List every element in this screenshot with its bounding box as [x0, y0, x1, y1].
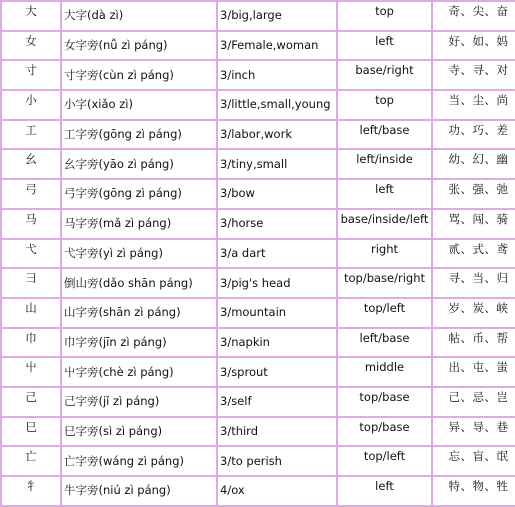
radical-name: 幺字旁(yāo zì páng) [62, 150, 218, 180]
radical-examples: 当、尘、尚 [433, 91, 515, 121]
radical-meaning: 3/a dart [218, 240, 338, 270]
radical-meaning: 3/inch [218, 61, 338, 91]
radical-meaning: 3/labor,work [218, 121, 338, 151]
radical-meaning: 3/pig's head [218, 269, 338, 299]
radical-examples: 出、屯、蚩 [433, 358, 515, 388]
radical-examples: 异、导、巷 [433, 418, 515, 448]
radical-position: base/right [338, 61, 433, 91]
table-row [0, 121, 515, 151]
radical-examples: 岁、炭、峡 [433, 299, 515, 329]
radical-position: left/base [338, 329, 433, 359]
table-row [0, 269, 515, 299]
radical-examples: 骂、闯、骑 [433, 210, 515, 240]
radical-position: middle [338, 358, 433, 388]
radical-position: top/left [338, 299, 433, 329]
radical-meaning: 3/self [218, 388, 338, 418]
table-row [0, 210, 515, 240]
table-row [0, 150, 515, 180]
radical-name: 大字(dà zì) [62, 0, 218, 32]
radical-char: 己 [0, 388, 62, 418]
radical-position: top [338, 0, 433, 32]
table-row [0, 477, 515, 507]
radical-meaning: 3/sprout [218, 358, 338, 388]
radical-examples: 贰、式、鸢 [433, 240, 515, 270]
radical-name: 亡字旁(wáng zì páng) [62, 447, 218, 477]
radical-position: left [338, 477, 433, 507]
radical-examples: 忘、盲、氓 [433, 447, 515, 477]
table-row [0, 240, 515, 270]
radical-position: left [338, 32, 433, 62]
radical-meaning: 3/mountain [218, 299, 338, 329]
radical-char: 弓 [0, 180, 62, 210]
radical-examples: 奇、尖、奋 [433, 0, 515, 32]
radical-name: 牛字旁(niú zì páng) [62, 477, 218, 507]
radical-char: 巳 [0, 418, 62, 448]
radical-name: 弓字旁(gōng zì páng) [62, 180, 218, 210]
radical-meaning: 3/napkin [218, 329, 338, 359]
table-row [0, 358, 515, 388]
radical-position: left [338, 180, 433, 210]
radical-examples: 好、如、妈 [433, 32, 515, 62]
radical-name: 弋字旁(yì zì páng) [62, 240, 218, 270]
radical-char: 幺 [0, 150, 62, 180]
radical-position: top [338, 91, 433, 121]
radical-meaning: 3/big,large [218, 0, 338, 32]
radical-position: right [338, 240, 433, 270]
table-row [0, 447, 515, 477]
radical-name: 工字旁(gōng zì páng) [62, 121, 218, 151]
table-row [0, 61, 515, 91]
radical-char: 大 [0, 0, 62, 32]
radical-meaning: 3/horse [218, 210, 338, 240]
radical-char: 弋 [0, 240, 62, 270]
radical-char: 巾 [0, 329, 62, 359]
radical-examples: 特、物、牲 [433, 477, 515, 507]
radical-name: 屮字旁(chè zì páng) [62, 358, 218, 388]
radical-char: 彐 [0, 269, 62, 299]
radical-examples: 帖、币、帮 [433, 329, 515, 359]
radical-position: top/left [338, 447, 433, 477]
table-row [0, 418, 515, 448]
radical-meaning: 3/to perish [218, 447, 338, 477]
radical-position: top/base [338, 418, 433, 448]
radical-position: top/base/right [338, 269, 433, 299]
radical-meaning: 3/third [218, 418, 338, 448]
radical-name: 倒山旁(dǎo shān páng) [62, 269, 218, 299]
radical-name: 女字旁(nǚ zì páng) [62, 32, 218, 62]
radical-examples: 寺、寻、对 [433, 61, 515, 91]
radical-char: 牜 [0, 477, 62, 507]
radical-meaning: 3/tiny,small [218, 150, 338, 180]
radical-char: 亡 [0, 447, 62, 477]
radical-examples: 寻、当、归 [433, 269, 515, 299]
table-row [0, 32, 515, 62]
radical-char: 女 [0, 32, 62, 62]
radical-name: 小字(xiǎo zì) [62, 91, 218, 121]
radical-char: 工 [0, 121, 62, 151]
radical-char: 小 [0, 91, 62, 121]
radical-name: 己字旁(jǐ zì páng) [62, 388, 218, 418]
radical-examples: 幼、幻、幽 [433, 150, 515, 180]
radical-meaning: 3/bow [218, 180, 338, 210]
radical-meaning: 4/ox [218, 477, 338, 507]
table-row [0, 0, 515, 32]
table-row [0, 299, 515, 329]
table-row [0, 329, 515, 359]
radical-meaning: 3/little,small,young [218, 91, 338, 121]
radical-char: 山 [0, 299, 62, 329]
radical-position: left/inside [338, 150, 433, 180]
radical-name: 寸字旁(cùn zì páng) [62, 61, 218, 91]
radical-name: 巾字旁(jīn zì páng) [62, 329, 218, 359]
radical-meaning: 3/Female,woman [218, 32, 338, 62]
radical-char: 屮 [0, 358, 62, 388]
radical-position: left/base [338, 121, 433, 151]
radical-name: 山字旁(shān zì páng) [62, 299, 218, 329]
radical-position: top/base [338, 388, 433, 418]
radical-name: 巳字旁(sì zì páng) [62, 418, 218, 448]
radical-examples: 己、忌、岂 [433, 388, 515, 418]
radical-char: 马 [0, 210, 62, 240]
radical-char: 寸 [0, 61, 62, 91]
radical-examples: 张、强、弛 [433, 180, 515, 210]
radical-name: 马字旁(mǎ zì páng) [62, 210, 218, 240]
table-row [0, 180, 515, 210]
table-row [0, 91, 515, 121]
table-row [0, 388, 515, 418]
radical-position: base/inside/left [338, 210, 433, 240]
radical-examples: 功、巧、差 [433, 121, 515, 151]
